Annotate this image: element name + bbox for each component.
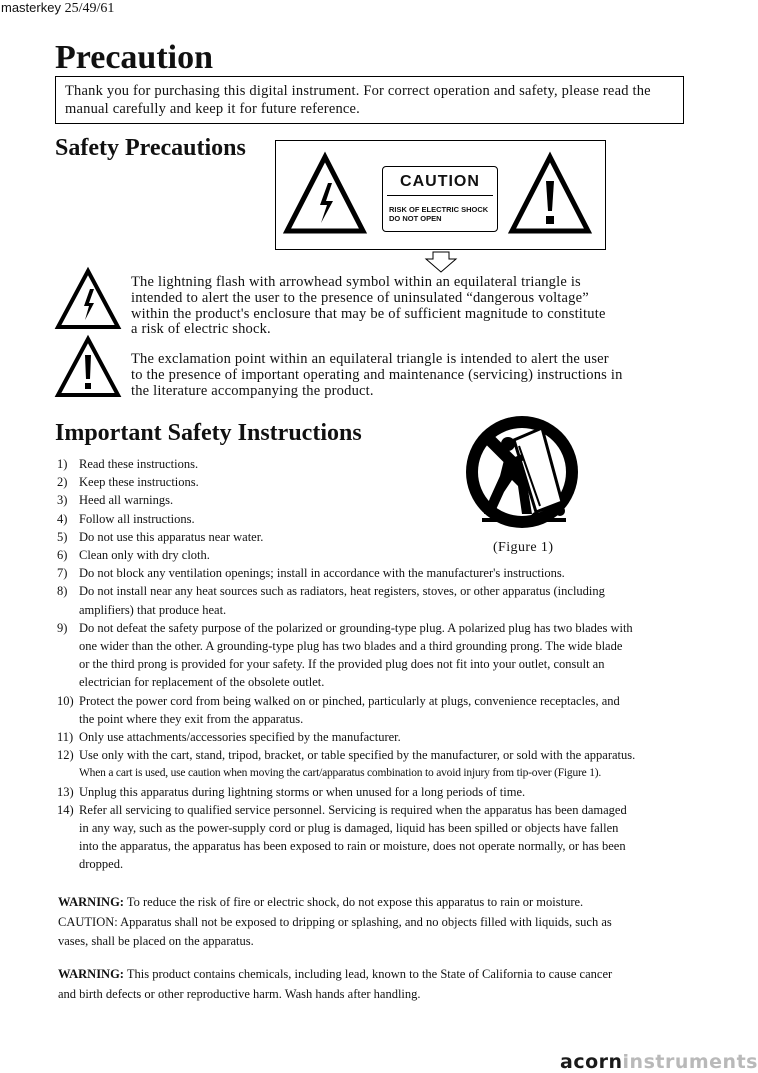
- caution-dripping-line: CAUTION: Apparatus shall not be exposed to dripping or splashing, and no objects filled with liquids, such as: [58, 914, 612, 929]
- list-text: Protect the power cord from being walked on or pinched, particularly at plugs, convenience receptacles, and: [79, 693, 620, 708]
- list-text: Refer all servicing to qualified service personnel. Servicing is required when the apparatus has been damaged: [79, 802, 627, 817]
- list-item: [57, 619, 697, 692]
- list-text: When a cart is used, use caution when moving the cart/apparatus combination to avoid injury from tip-over (Figure 1).: [79, 767, 602, 780]
- lightning-triangle-icon: [284, 153, 366, 235]
- exclamation-desc-line: The exclamation point within an equilateral triangle is intended to alert the user: [131, 351, 609, 367]
- document-code-number: 25/49/61: [64, 1, 115, 16]
- list-text: Do not install near any heat sources such as radiators, heat registers, stoves, or other apparatus (including: [79, 584, 605, 599]
- brand-logo: [560, 1051, 758, 1073]
- lightning-triangle-icon: [55, 268, 121, 330]
- exclamation-triangle-icon: [55, 336, 121, 398]
- list-item: [57, 528, 459, 546]
- exclamation-triangle-icon: [509, 153, 591, 235]
- list-text: the point where they exit from the apparatus.: [79, 711, 304, 726]
- list-text: one wider than the other. A grounding-type plug has two blades and a third grounding prong. The wide blade: [79, 639, 623, 654]
- safety-precautions-heading: Safety Precautions: [55, 135, 246, 161]
- list-text: in any way, such as the power-supply cord or plug is damaged, liquid has been spilled or objects have fallen: [79, 821, 619, 836]
- warning-label: WARNING:: [58, 967, 124, 981]
- instructions-list: [57, 455, 697, 874]
- down-arrow-icon: [424, 251, 458, 273]
- caution-title: CAUTION: [400, 173, 480, 190]
- list-text: Do not defeat the safety purpose of the polarized or grounding-type plug. A polarized plug has two blades with: [79, 620, 633, 635]
- list-text: Clean only with dry cloth.: [79, 548, 210, 563]
- exclamation-symbol-description: [131, 352, 623, 399]
- list-item: [57, 473, 459, 491]
- lightning-desc-line: The lightning flash with arrowhead symbol within an equilateral triangle is: [131, 274, 581, 290]
- list-item: [57, 783, 697, 801]
- caution-label: [382, 166, 498, 232]
- lightning-desc-line: a risk of electric shock.: [131, 321, 271, 338]
- list-item: [57, 728, 697, 746]
- exclamation-desc-line: to the presence of important operating and maintenance (servicing) instructions in: [131, 366, 623, 383]
- list-number: 7): [57, 566, 68, 581]
- list-text: Follow all instructions.: [79, 511, 195, 526]
- list-text: Do not block any ventilation openings; install in accordance with the manufacturer's instructions.: [79, 566, 565, 581]
- caution-divider: [387, 195, 493, 196]
- lightning-desc-line: within the product's enclosure that may be of sufficient magnitude to constitute: [131, 305, 606, 322]
- exclamation-desc-line: the literature accompanying the product.: [131, 382, 374, 399]
- page-title: Precaution: [55, 39, 214, 76]
- list-text: Use only with the cart, stand, tripod, bracket, or table specified by the manufacturer, or sold with the apparatus.: [79, 748, 636, 763]
- list-item: [57, 510, 459, 528]
- list-item: [57, 564, 697, 582]
- warning-moisture: [58, 893, 698, 952]
- list-text: Do not use this apparatus near water.: [79, 529, 264, 544]
- warning-california: [58, 965, 698, 1004]
- list-number: 9): [57, 620, 68, 635]
- list-item: [57, 746, 697, 782]
- list-text: Unplug this apparatus during lightning storms or when unused for a long periods of time.: [79, 784, 526, 799]
- list-item: [57, 801, 697, 874]
- important-instructions-heading: Important Safety Instructions: [55, 420, 362, 446]
- lightning-desc-line: intended to alert the user to the presence of uninsulated “dangerous voltage”: [131, 289, 589, 306]
- list-number: 10): [57, 693, 74, 708]
- caution-open-text: DO NOT OPEN: [389, 214, 442, 223]
- brand-logo-part2: instruments: [622, 1051, 758, 1073]
- intro-box: Thank you for purchasing this digital instrument. For correct operation and safety, please read the manual carefully and keep it for future reference.: [55, 76, 684, 124]
- list-number: 11): [57, 730, 74, 745]
- list-number: 14): [57, 802, 74, 817]
- list-item: [57, 491, 459, 509]
- list-item: [57, 546, 459, 564]
- list-number: 2): [57, 475, 68, 490]
- warning-label: WARNING:: [58, 895, 124, 909]
- document-code-label: masterkey: [1, 0, 61, 15]
- warning-california-line: [58, 965, 698, 985]
- caution-risk-text: RISK OF ELECTRIC SHOCK: [389, 205, 489, 214]
- list-text: amplifiers) that produce heat.: [79, 602, 227, 617]
- list-number: 1): [57, 457, 68, 471]
- list-number: 6): [57, 548, 68, 563]
- list-text: dropped.: [79, 857, 124, 872]
- document-code: [1, 0, 114, 17]
- warning-california-line: and birth defects or other reproductive harm. Wash hands after handling.: [58, 986, 421, 1001]
- warning-text: To reduce the risk of fire or electric shock, do not expose this apparatus to rain or moisture.: [123, 895, 584, 909]
- list-number: 5): [57, 529, 68, 544]
- figure-caption: (Figure 1): [493, 540, 554, 555]
- lightning-symbol-description: [131, 275, 606, 338]
- list-text: Only use attachments/accessories specified by the manufacturer.: [79, 730, 401, 745]
- list-text: into the apparatus, the apparatus has been exposed to rain or moisture, does not operate normally, or has been: [79, 839, 626, 854]
- warning-moisture-line: [58, 893, 698, 913]
- list-number: 3): [57, 493, 68, 508]
- list-number: 8): [57, 584, 68, 599]
- list-number: 13): [57, 784, 74, 799]
- list-text: Heed all warnings.: [79, 493, 174, 508]
- list-text: Read these instructions.: [79, 457, 199, 471]
- list-text: electrician for replacement of the obsolete outlet.: [79, 675, 325, 690]
- list-item: [57, 455, 459, 473]
- list-number: 12): [57, 748, 74, 763]
- list-text: or the third prong is provided for your safety. If the provided plug does not fit into your outlet, consult an: [79, 657, 605, 672]
- list-text: Keep these instructions.: [79, 475, 199, 490]
- list-item: [57, 692, 697, 728]
- caution-dripping-line: vases, shall be placed on the apparatus.: [58, 934, 254, 948]
- warning-text: This product contains chemicals, including lead, known to the State of California to cause cancer: [123, 967, 613, 981]
- list-item: [57, 582, 697, 618]
- brand-logo-part1: acorn: [560, 1051, 623, 1073]
- list-number: 4): [57, 511, 68, 526]
